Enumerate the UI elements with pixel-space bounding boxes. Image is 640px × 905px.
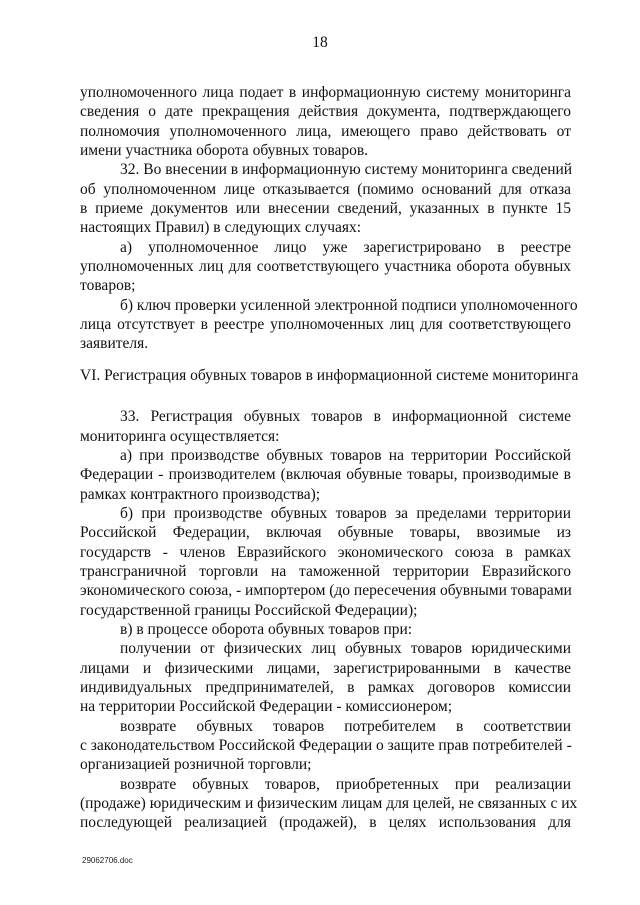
text-line: уполномоченных лиц для соответствующего участника оборота обувных	[80, 258, 571, 276]
text-line: об уполномоченном лице отказывается (помимо оснований для отказа	[80, 180, 571, 198]
paragraph	[80, 296, 578, 354]
text-line: (продаже) юридическим и физическим лицам для целей, не связанных с их	[80, 795, 578, 813]
text-line: уполномоченного лица подает в информационную систему мониторинга	[80, 84, 571, 101]
text-line: трансграничной торговли на таможенной территории Евразийского	[80, 562, 571, 580]
text-line: 33. Регистрация обувных товаров в информационной системе	[120, 408, 571, 426]
paragraph	[80, 775, 578, 833]
text-line: последующей реализацией (продажей), в целях использования для	[80, 814, 571, 832]
text-line: настоящих Правил) в следующих случаях:	[80, 219, 362, 237]
text-line: экономического союза, - импортером (до пересечения обувными товарами	[80, 582, 572, 600]
text-line: 32. Во внесении в информационную систему мониторинга сведений	[120, 161, 573, 179]
paragraph	[80, 639, 571, 716]
text-line: возврате обувных товаров потребителем в соответствии	[120, 717, 571, 735]
text-line: возврате обувных товаров, приобретенных при реализации	[120, 775, 571, 793]
text-line: сведения о дате прекращения действия документа, подтверждающего	[80, 103, 571, 121]
text-line: а) уполномоченное лицо уже зарегистрировано в реестре	[120, 238, 571, 256]
text-line: а) при производстве обувных товаров на территории Российской	[120, 446, 571, 464]
paragraph	[80, 160, 571, 237]
file-name-footer: 29062706.doc	[82, 856, 133, 865]
text-line: с законодательством Российской Федерации о защите прав потребителей -	[80, 737, 572, 754]
paragraph	[80, 504, 571, 620]
paragraph	[80, 83, 571, 160]
section-heading-text: VI. Регистрация обувных товаров в информационной системе мониторинга	[80, 366, 579, 384]
paragraph	[80, 407, 571, 446]
text-line: в) в процессе оборота обувных товаров при:	[120, 620, 413, 638]
text-line: лица отсутствует в реестре уполномоченных лиц для соответствующего	[80, 316, 571, 334]
text-line: б) ключ проверки усиленной электронной подписи уполномоченного	[120, 296, 578, 314]
text-line: имени участника оборота обувных товаров.	[80, 142, 369, 160]
section-heading	[80, 366, 579, 385]
paragraph	[80, 238, 571, 296]
text-line: организацией розничной торговли;	[80, 756, 312, 774]
paragraph	[80, 446, 571, 504]
text-line: товаров;	[80, 277, 136, 295]
text-line: лицами и физическими лицами, зарегистрированными в качестве	[80, 659, 571, 677]
document-body	[80, 83, 579, 833]
text-line: государственной границы Российской Федерации);	[80, 601, 418, 619]
text-line: полномочия уполномоченного лица, имеющего право действовать от	[80, 122, 571, 140]
text-line: рамках контрактного производства);	[80, 485, 321, 503]
text-line: на территории Российской Федерации - комиссионером;	[80, 698, 453, 716]
text-line: в приеме документов или внесении сведений, указанных в пункте 15	[80, 200, 571, 218]
text-line: б) при производстве обувных товаров за пределами территории	[120, 504, 571, 522]
page-number: 18	[312, 34, 328, 51]
text-line: Российской Федерации, включая обувные товары, ввозимые из	[80, 524, 571, 542]
text-line: государств - членов Евразийского экономического союза в рамках	[80, 543, 571, 561]
text-line: заявителя.	[80, 335, 149, 353]
text-line: индивидуальных предпринимателей, в рамках договоров комиссии	[80, 678, 571, 696]
paragraph	[80, 620, 571, 639]
paragraph	[80, 717, 571, 775]
text-line: получении от физических лиц обувных товаров юридическими	[120, 640, 571, 658]
text-line: мониторинга осуществляется:	[80, 427, 280, 445]
text-line: Федерации - производителем (включая обувные товары, производимые в	[80, 466, 571, 484]
